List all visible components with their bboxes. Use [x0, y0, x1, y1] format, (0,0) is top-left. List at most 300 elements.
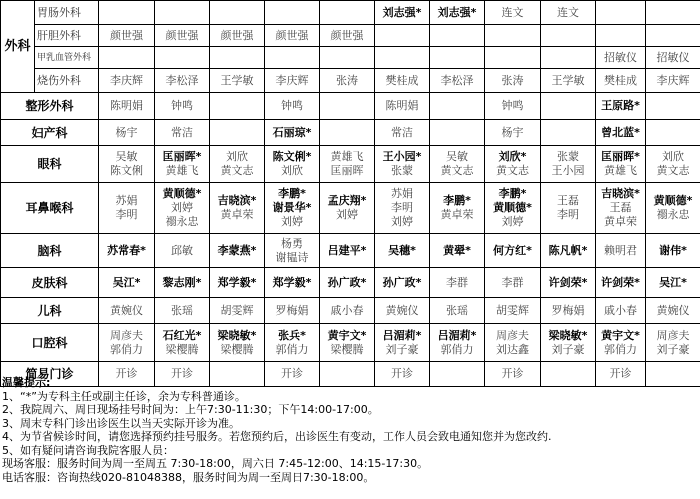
schedule-cell — [210, 69, 265, 93]
doctor-name: 李松泽 — [165, 73, 199, 87]
schedule-cell — [430, 1, 485, 25]
group-label-surgery: 外科 — [1, 1, 35, 93]
schedule-cell — [646, 25, 700, 47]
doctor-name: 李庆辉 — [110, 73, 143, 87]
schedule-cell — [596, 93, 646, 120]
schedule-cell — [646, 298, 700, 324]
doctor-name: 常洁 — [391, 125, 413, 139]
schedule-cell — [646, 146, 700, 183]
department-label: 耳鼻喉科 — [1, 183, 99, 234]
doctor-name: 樊桂成 — [385, 73, 419, 87]
schedule-cell — [646, 47, 700, 69]
schedule-cell — [155, 93, 210, 120]
schedule-cell — [155, 120, 210, 146]
schedule-row — [1, 324, 700, 362]
doctor-name: 黄雄飞 — [330, 150, 364, 163]
doctor-name: 孙广政* — [327, 275, 367, 289]
doctor-name: 胡雯辉 — [220, 303, 254, 317]
doctor-name: 梁晓敏* — [548, 328, 588, 342]
doctor-name: 李明 — [391, 201, 413, 214]
schedule-cell — [485, 268, 541, 298]
doctor-name: 周彦夫 — [110, 328, 143, 342]
schedule-cell — [375, 1, 430, 25]
schedule-cell — [485, 25, 541, 47]
schedule-cell — [265, 146, 320, 183]
doctor-name: 吕湄莉* — [437, 328, 477, 342]
schedule-cell — [210, 93, 265, 120]
schedule-cell — [265, 47, 320, 69]
schedule-cell — [596, 298, 646, 324]
doctor-name: 王小园* — [382, 150, 422, 163]
schedule-cell — [541, 93, 596, 120]
department-label: 甲乳血管外科 — [35, 47, 99, 69]
doctor-name: 石丽琼* — [272, 125, 312, 139]
doctor-name: 谢景华* — [272, 201, 312, 214]
doctor-name: 黄雄飞 — [165, 164, 199, 177]
doctor-name: 吉晓滨* — [601, 187, 640, 200]
doctor-name: 李鹏* — [443, 194, 471, 207]
schedule-cell — [541, 183, 596, 234]
doctor-name: 颜世强 — [110, 28, 143, 42]
doctor-name: 陈明娟 — [385, 99, 419, 112]
doctor-name: 黄宇文* — [327, 328, 367, 342]
note-line: 2、我院周六、周日现场挂号时间为：上午7:30-11:30；下午14:00-17:00。 — [2, 403, 379, 416]
doctor-name: 黄雄飞 — [604, 164, 637, 177]
doctor-name: 陈凡帆* — [548, 243, 588, 257]
note-line: 4、为节省候诊时间，请您选择预约挂号服务。若您预约后，出诊医生有变动，工作人员会致电通知您并为您改约. — [2, 430, 552, 443]
schedule-cell — [430, 268, 485, 298]
doctor-name: 苏娟 — [391, 187, 413, 200]
doctor-name: 黄文志 — [220, 164, 254, 177]
doctor-name: 王磊 — [557, 194, 579, 207]
doctor-name: 黄文志 — [440, 164, 474, 177]
schedule-cell — [430, 146, 485, 183]
doctor-name: 郭俏力 — [440, 342, 474, 356]
doctor-name: 黄婉仪 — [656, 303, 690, 317]
doctor-name: 黄顺德* — [653, 194, 693, 207]
doctor-name: 罗梅娟 — [551, 303, 585, 317]
schedule-cell — [210, 324, 265, 362]
schedule-cell — [430, 93, 485, 120]
doctor-name: 邱敏 — [171, 243, 193, 257]
doctor-name: 王小园 — [551, 164, 585, 177]
schedule-cell — [646, 1, 700, 25]
schedule-cell — [485, 324, 541, 362]
department-label: 脑科 — [1, 234, 99, 268]
schedule-cell — [99, 1, 155, 25]
doctor-name: 张瑶 — [446, 303, 468, 317]
doctor-name: 张兵* — [278, 328, 306, 342]
schedule-cell — [430, 183, 485, 234]
schedule-row — [1, 183, 700, 234]
doctor-name: 戚小春 — [604, 303, 637, 317]
doctor-name: 赖明君 — [604, 243, 637, 257]
schedule-cell — [155, 234, 210, 268]
doctor-name: 郭俏力 — [604, 342, 637, 356]
department-label: 胃肠外科 — [35, 1, 99, 25]
doctor-name: 梁樱腾 — [165, 342, 199, 356]
schedule-cell — [155, 324, 210, 362]
schedule-cell — [155, 183, 210, 234]
schedule-cell — [541, 298, 596, 324]
schedule-cell — [265, 69, 320, 93]
schedule-cell — [430, 234, 485, 268]
schedule-row — [1, 298, 700, 324]
doctor-name: 李群 — [501, 275, 524, 289]
doctor-name: 梁樱腾 — [220, 342, 254, 356]
schedule-cell — [375, 93, 430, 120]
doctor-name: 张涛 — [336, 73, 358, 87]
schedule-cell — [430, 324, 485, 362]
schedule-cell — [155, 146, 210, 183]
doctor-name: 李庆辉 — [656, 73, 690, 87]
schedule-cell — [99, 69, 155, 93]
schedule-cell — [430, 298, 485, 324]
doctor-name: 颜世强 — [220, 28, 254, 42]
department-label: 皮肤科 — [1, 268, 99, 298]
department-label: 妇产科 — [1, 120, 99, 146]
doctor-name: 颜世强 — [330, 28, 364, 42]
doctor-name: 许剑荣* — [548, 275, 588, 289]
schedule-cell — [430, 47, 485, 69]
doctor-name: 杨宇 — [501, 125, 524, 139]
doctor-name: 张涛 — [501, 73, 524, 87]
schedule-cell — [210, 47, 265, 69]
doctor-name: 王磊 — [609, 201, 632, 214]
doctor-name: 刘欣 — [226, 150, 248, 163]
doctor-name: 谢韫诗 — [275, 250, 309, 264]
schedule-cell — [375, 120, 430, 146]
doctor-name: 李庆辉 — [275, 73, 309, 87]
schedule-cell — [485, 146, 541, 183]
schedule-row — [1, 69, 700, 93]
schedule-cell — [375, 69, 430, 93]
doctor-name: 吴敏 — [115, 150, 138, 163]
doctor-name: 黄文志 — [656, 164, 690, 177]
schedule-cell — [210, 183, 265, 234]
doctor-name: 钟鸣 — [171, 99, 193, 112]
schedule-cell — [375, 268, 430, 298]
doctor-name: 禤永忠 — [656, 208, 690, 221]
schedule-cell — [485, 120, 541, 146]
schedule-cell — [320, 120, 375, 146]
doctor-name: 刘志强* — [382, 5, 422, 19]
schedule-cell — [99, 47, 155, 69]
doctor-name: 刘婷 — [336, 208, 358, 221]
schedule-cell — [485, 1, 541, 25]
doctor-name: 刘婷 — [171, 201, 193, 214]
schedule-cell — [99, 268, 155, 298]
schedule-cell — [430, 25, 485, 47]
doctor-name: 许剑荣* — [601, 275, 640, 289]
doctor-name: 连文 — [501, 5, 524, 19]
department-label: 儿科 — [1, 298, 99, 324]
schedule-cell — [99, 25, 155, 47]
schedule-cell — [646, 268, 700, 298]
department-label: 整形外科 — [1, 93, 99, 120]
doctor-name: 吴江* — [112, 275, 141, 289]
schedule-cell — [430, 120, 485, 146]
department-label: 眼科 — [1, 146, 99, 183]
doctor-name: 开诊 — [609, 367, 632, 380]
schedule-cell — [596, 47, 646, 69]
schedule-cell — [430, 69, 485, 93]
schedule-cell — [265, 234, 320, 268]
note-line: 1、“*”为专科主任或副主任诊，余为专科普通诊。 — [2, 389, 246, 403]
note-line: 现场客服：服务时间为周一至周五 7:30-18:00，周六日 7:45-12:00、14:15-17:30。 — [2, 457, 429, 470]
schedule-cell — [646, 120, 700, 146]
schedule-cell — [646, 183, 700, 234]
doctor-name: 开诊 — [501, 367, 524, 380]
schedule-cell — [646, 324, 700, 362]
doctor-name: 郭俏力 — [275, 342, 309, 356]
doctor-name: 李蒙燕* — [217, 243, 257, 257]
schedule-cell — [320, 69, 375, 93]
doctor-name: 陈明娟 — [110, 99, 143, 112]
doctor-name: 李鹏* — [278, 187, 306, 200]
schedule-cell — [210, 268, 265, 298]
doctor-name: 黄婉仪 — [110, 303, 143, 317]
schedule-cell — [485, 298, 541, 324]
doctor-name: 吴江* — [659, 275, 687, 289]
schedule-cell — [596, 146, 646, 183]
schedule-cell — [320, 93, 375, 120]
schedule-cell — [320, 1, 375, 25]
schedule-cell — [541, 324, 596, 362]
doctor-name: 胡雯辉 — [496, 303, 529, 317]
doctor-name: 常洁 — [171, 125, 193, 139]
schedule-cell — [485, 183, 541, 234]
doctor-name: 陈文俐* — [272, 150, 312, 163]
doctor-name: 罗梅娟 — [275, 303, 309, 317]
doctor-name: 黄卓荣 — [220, 208, 254, 221]
schedule-cell — [99, 183, 155, 234]
schedule-cell — [541, 25, 596, 47]
schedule-cell — [375, 324, 430, 362]
schedule-cell — [265, 183, 320, 234]
doctor-name: 刘婷 — [281, 215, 303, 228]
doctor-name: 梁樱腾 — [330, 342, 364, 356]
doctor-name: 黄宇文* — [601, 328, 640, 342]
schedule-cell — [541, 1, 596, 25]
schedule-cell — [155, 268, 210, 298]
schedule-cell — [541, 69, 596, 93]
doctor-name: 王原路* — [601, 99, 640, 112]
doctor-name: 苏常春* — [107, 243, 146, 257]
doctor-name: 吴穗* — [388, 243, 416, 257]
schedule-cell — [265, 25, 320, 47]
doctor-name: 戚小春 — [330, 303, 364, 317]
department-label: 肝胆外科 — [35, 25, 99, 47]
note-line: 电话客服：咨询热线020-81048388，服务时间为周一至周日7:30-18:00。 — [2, 470, 375, 484]
schedule-cell — [210, 298, 265, 324]
doctor-name: 匡丽晖 — [330, 164, 364, 177]
schedule-cell — [99, 120, 155, 146]
schedule-cell — [375, 146, 430, 183]
doctor-name: 吉晓滨* — [217, 194, 257, 207]
schedule-cell — [210, 146, 265, 183]
doctor-name: 孙广政* — [382, 275, 422, 289]
doctor-name: 开诊 — [391, 367, 413, 380]
schedule-cell — [596, 324, 646, 362]
schedule-cell — [155, 69, 210, 93]
schedule-cell — [265, 298, 320, 324]
schedule-cell — [265, 1, 320, 25]
doctor-name: 张蒙 — [391, 164, 413, 177]
doctor-name: 刘婷 — [391, 215, 413, 228]
schedule-cell — [541, 268, 596, 298]
doctor-name: 黄卓荣 — [440, 208, 474, 221]
doctor-name: 何方红* — [493, 243, 532, 257]
doctor-name: 杨宇 — [115, 125, 138, 139]
doctor-name: 李松泽 — [440, 73, 474, 87]
schedule-row — [1, 234, 700, 268]
doctor-name: 刘欣 — [281, 164, 303, 177]
doctor-name: 刘欣 — [662, 150, 684, 163]
schedule-cell — [646, 93, 700, 120]
schedule-cell — [485, 69, 541, 93]
schedule-cell — [265, 120, 320, 146]
doctor-name: 钟鸣 — [281, 99, 303, 112]
schedule-cell — [265, 268, 320, 298]
doctor-name: 刘子豪 — [656, 342, 690, 356]
notes-section — [2, 376, 698, 484]
doctor-name: 孟庆翔* — [327, 194, 367, 207]
schedule-row — [1, 120, 700, 146]
schedule-cell — [99, 146, 155, 183]
department-label: 烧伤外科 — [35, 69, 99, 93]
doctor-name: 连文 — [557, 5, 579, 19]
schedule-cell — [596, 1, 646, 25]
doctor-name: 郑学毅* — [272, 275, 312, 289]
doctor-name: 刘欣* — [498, 150, 527, 163]
schedule-cell — [646, 234, 700, 268]
schedule-cell — [210, 120, 265, 146]
doctor-name: 匡丽晖* — [162, 150, 202, 163]
schedule-row — [1, 146, 700, 183]
schedule-cell — [210, 25, 265, 47]
doctor-name: 石红光* — [162, 328, 202, 342]
schedule-cell — [375, 234, 430, 268]
doctor-name: 钟鸣 — [501, 99, 524, 112]
doctor-name: 李鹏* — [498, 187, 527, 200]
note-line: 5、如有疑问请咨询我院客服人员： — [2, 443, 174, 457]
schedule-cell — [596, 268, 646, 298]
schedule-cell — [99, 93, 155, 120]
doctor-name: 苏娟 — [115, 194, 138, 207]
doctor-name: 颜世强 — [275, 28, 309, 42]
schedule-cell — [375, 47, 430, 69]
doctor-name: 黄婉仪 — [385, 303, 419, 317]
doctor-name: 张蒙 — [557, 150, 579, 163]
schedule-cell — [485, 93, 541, 120]
doctor-name: 王学敏 — [551, 73, 585, 87]
schedule-cell — [155, 1, 210, 25]
note-line: 3、周末专科门诊出诊医生以当天实际开诊为准。 — [2, 416, 240, 430]
doctor-name: 刘子豪 — [551, 342, 585, 356]
schedule-cell — [99, 324, 155, 362]
doctor-name: 黎志刚* — [162, 275, 202, 289]
schedule-cell — [541, 234, 596, 268]
schedule-cell — [320, 234, 375, 268]
doctor-name: 吕建平* — [327, 243, 367, 257]
schedule-cell — [99, 298, 155, 324]
schedule-cell — [265, 93, 320, 120]
schedule-cell — [320, 146, 375, 183]
doctor-name: 颜世强 — [165, 28, 199, 42]
schedule-cell — [596, 120, 646, 146]
doctor-name: 杨勇 — [281, 236, 303, 250]
schedule-cell — [320, 25, 375, 47]
notes-title: 温馨提示: — [2, 376, 51, 389]
schedule-cell — [99, 234, 155, 268]
doctor-name: 吕湄莉* — [382, 328, 422, 342]
doctor-name: 招敏仪 — [604, 50, 637, 64]
schedule-cell — [210, 234, 265, 268]
doctor-name: 李明 — [557, 208, 579, 221]
doctor-name: 禤永忠 — [165, 215, 199, 228]
doctor-name: 曾北蓝* — [601, 125, 640, 139]
schedule-cell — [596, 183, 646, 234]
schedule-row — [1, 268, 700, 298]
schedule-cell — [155, 25, 210, 47]
doctor-name: 黄卓荣 — [604, 215, 637, 228]
schedule-cell — [541, 120, 596, 146]
doctor-name: 招敏仪 — [656, 50, 690, 64]
schedule-cell — [375, 298, 430, 324]
schedule-cell — [375, 183, 430, 234]
schedule-cell — [320, 268, 375, 298]
schedule-cell — [320, 324, 375, 362]
schedule-cell — [320, 47, 375, 69]
department-label: 简易门诊 — [1, 362, 99, 387]
schedule-row — [1, 1, 700, 25]
doctor-name: 黄文志 — [496, 164, 529, 177]
doctor-name: 吴敏 — [446, 150, 468, 163]
doctor-name: 刘子豪 — [385, 342, 419, 356]
doctor-name: 匡丽晖* — [601, 150, 640, 163]
doctor-name: 周彦夫 — [656, 328, 690, 342]
schedule-cell — [155, 47, 210, 69]
schedule-cell — [155, 298, 210, 324]
doctor-name: 梁晓敏* — [217, 328, 257, 342]
doctor-name: 黄翚* — [443, 243, 471, 257]
doctor-name: 刘婷 — [501, 215, 524, 228]
doctor-name: 黄顺德* — [162, 187, 202, 200]
doctor-name: 郑学毅* — [217, 275, 257, 289]
doctor-name: 郭俏力 — [110, 342, 143, 356]
doctor-name: 开诊 — [281, 367, 303, 380]
doctor-name: 樊桂成 — [604, 73, 637, 87]
schedule-cell — [596, 69, 646, 93]
schedule-row — [1, 93, 700, 120]
doctor-name: 开诊 — [115, 367, 138, 380]
schedule-cell — [485, 234, 541, 268]
doctor-name: 张瑶 — [171, 303, 193, 317]
schedule-row — [1, 25, 700, 47]
doctor-name: 陈文俐 — [110, 164, 143, 177]
schedule-cell — [596, 25, 646, 47]
schedule-cell — [596, 234, 646, 268]
schedule-row — [1, 47, 700, 69]
schedule-cell — [541, 146, 596, 183]
schedule-cell — [265, 324, 320, 362]
doctor-name: 刘志强* — [437, 5, 477, 19]
schedule-cell — [320, 298, 375, 324]
department-label: 口腔科 — [1, 324, 99, 362]
schedule-cell — [541, 47, 596, 69]
schedule-cell — [375, 25, 430, 47]
